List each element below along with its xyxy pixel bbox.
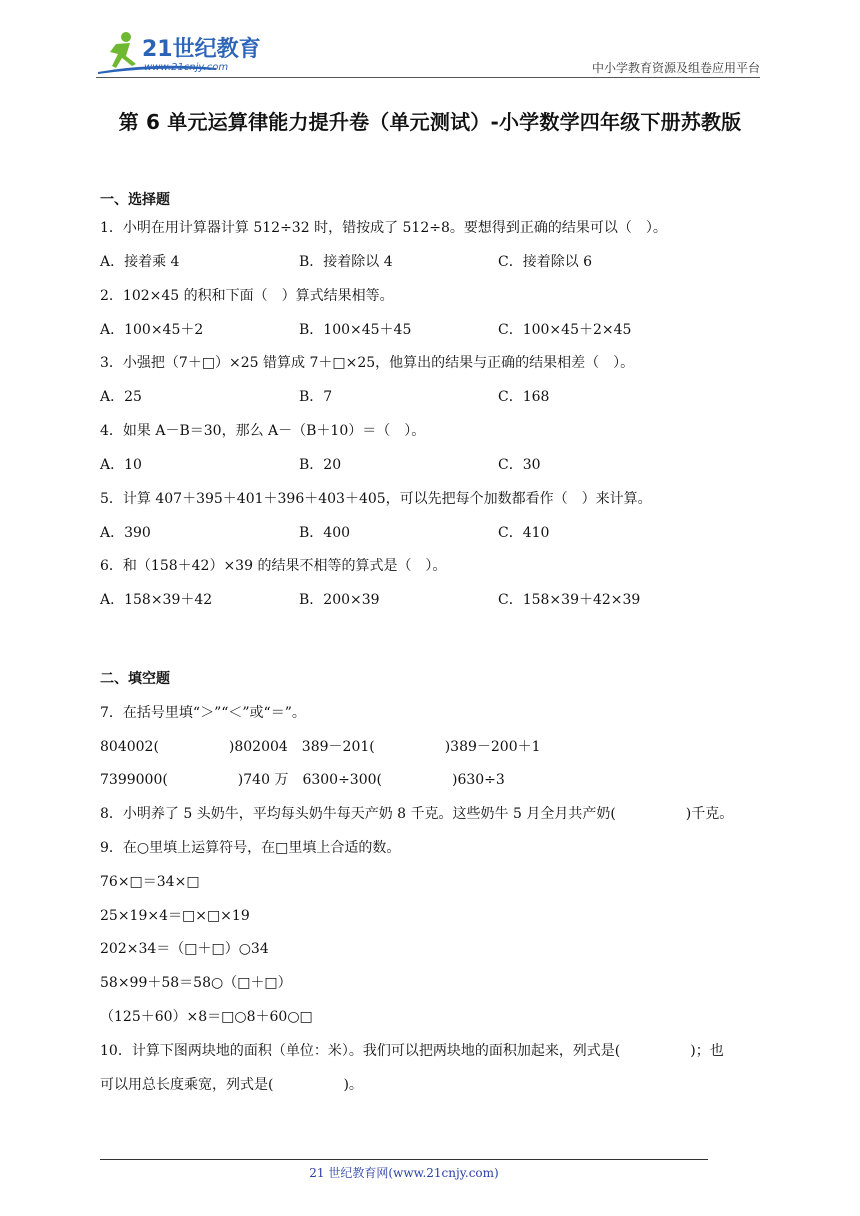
- question-1: 1．小明在用计算器计算 512÷32 时，错按成了 512÷8。要想得到正确的结果可以（ ）。: [100, 220, 667, 236]
- q4-option-a: A．10: [100, 457, 142, 473]
- q9-line-4: 58×99＋58＝58○（□＋□）: [100, 975, 292, 991]
- section-heading-choice: 一、选择题: [100, 192, 170, 208]
- question-10-line-2: 可以用总长度乘宽，列式是( )。: [100, 1077, 363, 1093]
- footer-divider: [100, 1159, 708, 1160]
- q4-option-c: C．30: [498, 457, 541, 473]
- question-8: 8．小明养了 5 头奶牛，平均每头奶牛每天产奶 8 千克。这些奶牛 5 月全月共产奶( )千克。: [100, 806, 734, 822]
- q5-option-c: C．410: [498, 525, 550, 541]
- page-title: 第 6 单元运算律能力提升卷（单元测试）-小学数学四年级下册苏教版: [118, 110, 742, 134]
- logo-runner-icon: [96, 28, 266, 78]
- q7-row-1: 804002( )802004 389－201( )389－200＋1: [100, 739, 541, 755]
- question-2: 2．102×45 的积和下面（ ）算式结果相等。: [100, 288, 394, 304]
- q6-option-a: A．158×39＋42: [100, 592, 213, 608]
- question-4: 4．如果 A－B＝30，那么 A－（B＋10）＝（ ）。: [100, 423, 426, 439]
- q9-line-3: 202×34＝（□＋□）○34: [100, 941, 269, 957]
- q6-option-c: C．158×39＋42×39: [498, 592, 641, 608]
- q4-option-b: B．20: [299, 457, 342, 473]
- q5-option-a: A．390: [100, 525, 151, 541]
- question-7: 7．在括号里填“＞”“＜”或“＝”。: [100, 705, 306, 721]
- question-10-line-1: 10．计算下图两块地的面积（单位：米）。我们可以把两块地的面积加起来，列式是( )；也: [100, 1043, 724, 1059]
- platform-name: 中小学教育资源及组卷应用平台: [591, 61, 760, 75]
- q9-line-5: （125＋60）×8＝□○8＋60○□: [100, 1009, 313, 1025]
- q6-option-b: B．200×39: [299, 592, 380, 608]
- question-3: 3．小强把（7＋□）×25 错算成 7＋□×25，他算出的结果与正确的结果相差（ ）。: [100, 355, 635, 371]
- q2-option-a: A．100×45＋2: [100, 322, 204, 338]
- q3-option-c: C．168: [498, 389, 550, 405]
- logo: [96, 28, 266, 78]
- q2-option-c: C．100×45＋2×45: [498, 322, 632, 338]
- q1-option-a: A．接着乘 4: [100, 254, 180, 270]
- footer-link[interactable]: 21 世纪教育网(www.21cnjy.com): [309, 1166, 499, 1180]
- q5-option-b: B．400: [299, 525, 351, 541]
- q3-option-b: B．7: [299, 389, 333, 405]
- question-6: 6．和（158＋42）×39 的结果不相等的算式是（ ）。: [100, 558, 447, 574]
- question-5: 5．计算 407＋395＋401＋396＋403＋405，可以先把每个加数都看作（ ）来计算。: [100, 491, 652, 507]
- header-divider: [96, 77, 760, 78]
- q7-row-2: 7399000( )740 万 6300÷300( )630÷3: [100, 772, 505, 788]
- q1-option-c: C．接着除以 6: [498, 254, 593, 270]
- q3-option-a: A．25: [100, 389, 142, 405]
- section-heading-fill: 二、填空题: [100, 671, 170, 687]
- q1-option-b: B．接着除以 4: [299, 254, 393, 270]
- svg-text:21世纪教育: 21世纪教育: [142, 37, 261, 62]
- question-9: 9．在○里填上运算符号，在□里填上合适的数。: [100, 840, 401, 856]
- q9-line-2: 25×19×4＝□×□×19: [100, 908, 250, 924]
- q2-option-b: B．100×45＋45: [299, 322, 412, 338]
- page-header: [96, 28, 760, 80]
- q9-line-1: 76×□＝34×□: [100, 874, 200, 890]
- svg-text:www.21cnjy.com: www.21cnjy.com: [144, 62, 229, 73]
